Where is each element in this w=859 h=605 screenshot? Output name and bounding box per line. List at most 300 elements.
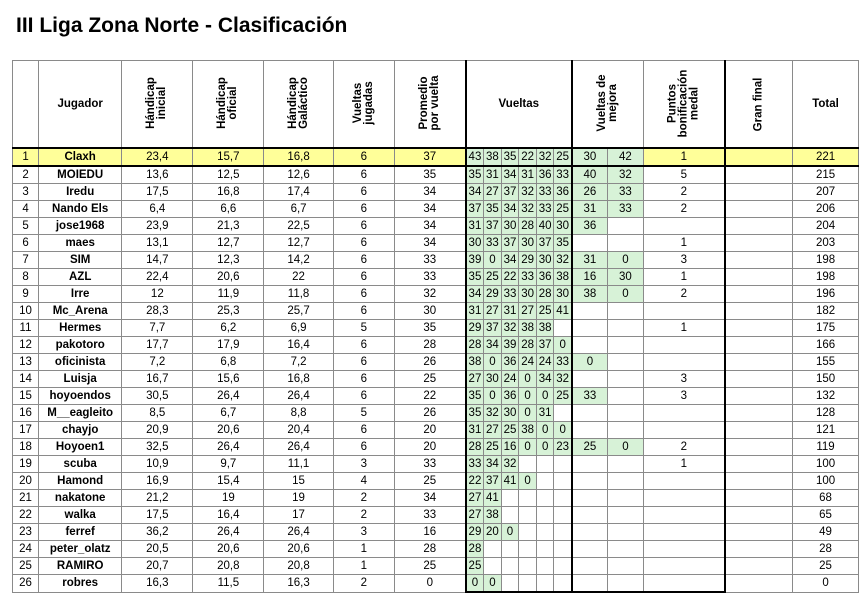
lap-score-cell: 33 bbox=[501, 286, 519, 303]
best-lap-cell bbox=[608, 320, 644, 337]
hcp-galactico-cell: 26,4 bbox=[264, 388, 333, 405]
best-lap-cell: 36 bbox=[572, 218, 608, 235]
lap-score-cell: 29 bbox=[466, 320, 484, 337]
lap-score-cell: 0 bbox=[501, 524, 519, 541]
hcp-inicial-cell: 13,6 bbox=[122, 166, 193, 184]
lap-score-cell bbox=[519, 575, 537, 593]
hcp-galactico-cell: 22 bbox=[264, 269, 333, 286]
lap-score-cell: 24 bbox=[501, 371, 519, 388]
promedio-cell: 0 bbox=[394, 575, 466, 593]
vueltas-jugadas-cell: 6 bbox=[333, 286, 394, 303]
player-name-cell: Hermes bbox=[39, 320, 122, 337]
promedio-cell: 20 bbox=[394, 422, 466, 439]
best-lap-cell: 31 bbox=[572, 201, 608, 218]
bonus-points-cell: 5 bbox=[643, 166, 725, 184]
position-cell: 21 bbox=[13, 490, 39, 507]
hcp-galactico-cell: 25,7 bbox=[264, 303, 333, 320]
hcp-galactico-cell: 26,4 bbox=[264, 439, 333, 456]
lap-score-cell bbox=[536, 558, 554, 575]
lap-score-cell: 0 bbox=[466, 575, 484, 593]
lap-score-cell: 25 bbox=[466, 558, 484, 575]
lap-score-cell: 36 bbox=[501, 388, 519, 405]
position-cell: 6 bbox=[13, 235, 39, 252]
position-cell: 16 bbox=[13, 405, 39, 422]
lap-score-cell: 28 bbox=[536, 286, 554, 303]
best-lap-cell: 31 bbox=[572, 252, 608, 269]
hcp-inicial-cell: 28,3 bbox=[122, 303, 193, 320]
best-lap-cell: 33 bbox=[608, 201, 644, 218]
lap-score-cell: 22 bbox=[466, 473, 484, 490]
gran-final-cell bbox=[725, 201, 793, 218]
best-lap-cell bbox=[608, 575, 644, 593]
position-cell: 17 bbox=[13, 422, 39, 439]
hcp-oficial-cell: 12,3 bbox=[193, 252, 264, 269]
gran-final-cell bbox=[725, 388, 793, 405]
lap-score-cell: 25 bbox=[536, 303, 554, 320]
position-cell: 1 bbox=[13, 148, 39, 166]
lap-score-cell: 29 bbox=[484, 286, 502, 303]
hcp-inicial-cell: 16,9 bbox=[122, 473, 193, 490]
lap-score-cell: 37 bbox=[536, 337, 554, 354]
table-row bbox=[13, 269, 859, 286]
vueltas-jugadas-cell: 6 bbox=[333, 422, 394, 439]
lap-score-cell: 25 bbox=[484, 269, 502, 286]
lap-score-cell: 27 bbox=[466, 507, 484, 524]
lap-score-cell: 34 bbox=[484, 456, 502, 473]
bonus-points-cell: 3 bbox=[643, 252, 725, 269]
lap-score-cell: 31 bbox=[466, 303, 484, 320]
gran-final-cell bbox=[725, 422, 793, 439]
vueltas-jugadas-cell: 6 bbox=[333, 371, 394, 388]
best-lap-cell bbox=[608, 541, 644, 558]
lap-score-cell bbox=[519, 507, 537, 524]
player-name-cell: MOIEDU bbox=[39, 166, 122, 184]
vueltas-jugadas-cell: 3 bbox=[333, 524, 394, 541]
total-cell: 198 bbox=[793, 252, 859, 269]
lap-score-cell bbox=[554, 320, 572, 337]
position-cell: 14 bbox=[13, 371, 39, 388]
gran-final-cell bbox=[725, 337, 793, 354]
best-lap-cell: 30 bbox=[608, 269, 644, 286]
hcp-inicial-cell: 12 bbox=[122, 286, 193, 303]
bonus-points-cell bbox=[643, 354, 725, 371]
bonus-points-cell: 3 bbox=[643, 388, 725, 405]
position-cell: 13 bbox=[13, 354, 39, 371]
lap-score-cell: 0 bbox=[554, 422, 572, 439]
lap-score-cell: 38 bbox=[536, 320, 554, 337]
lap-score-cell: 37 bbox=[501, 184, 519, 201]
lap-score-cell: 29 bbox=[466, 524, 484, 541]
bonus-points-cell: 1 bbox=[643, 148, 725, 166]
lap-score-cell: 34 bbox=[501, 252, 519, 269]
lap-score-cell: 33 bbox=[466, 456, 484, 473]
hcp-galactico-cell: 16,3 bbox=[264, 575, 333, 593]
gran-final-cell bbox=[725, 166, 793, 184]
hcp-oficial-cell: 26,4 bbox=[193, 524, 264, 541]
vueltas-jugadas-cell: 5 bbox=[333, 320, 394, 337]
hcp-galactico-cell: 16,4 bbox=[264, 337, 333, 354]
hcp-oficial-cell: 6,7 bbox=[193, 405, 264, 422]
bonus-points-cell bbox=[643, 303, 725, 320]
gran-final-cell bbox=[725, 473, 793, 490]
lap-score-cell: 35 bbox=[501, 148, 519, 166]
lap-score-cell: 28 bbox=[466, 337, 484, 354]
bonus-points-cell bbox=[643, 541, 725, 558]
header-hcp-oficial: Hándicap oficial bbox=[193, 61, 264, 149]
header-vueltas: Vueltas bbox=[466, 61, 572, 149]
lap-score-cell: 25 bbox=[484, 439, 502, 456]
lap-score-cell bbox=[536, 473, 554, 490]
lap-score-cell: 29 bbox=[519, 252, 537, 269]
lap-score-cell: 0 bbox=[554, 337, 572, 354]
position-cell: 25 bbox=[13, 558, 39, 575]
promedio-cell: 34 bbox=[394, 235, 466, 252]
header-vueltas-jugadas: Vueltas jugadas bbox=[333, 61, 394, 149]
lap-score-cell: 24 bbox=[519, 354, 537, 371]
lap-score-cell: 22 bbox=[501, 269, 519, 286]
lap-score-cell: 25 bbox=[501, 422, 519, 439]
lap-score-cell: 25 bbox=[554, 388, 572, 405]
player-name-cell: Claxh bbox=[39, 148, 122, 166]
total-cell: 25 bbox=[793, 558, 859, 575]
lap-score-cell bbox=[519, 541, 537, 558]
gran-final-cell bbox=[725, 439, 793, 456]
position-cell: 26 bbox=[13, 575, 39, 593]
lap-score-cell: 37 bbox=[484, 218, 502, 235]
player-name-cell: maes bbox=[39, 235, 122, 252]
total-cell: 166 bbox=[793, 337, 859, 354]
best-lap-cell bbox=[572, 575, 608, 593]
best-lap-cell bbox=[608, 388, 644, 405]
best-lap-cell: 33 bbox=[608, 184, 644, 201]
position-cell: 22 bbox=[13, 507, 39, 524]
total-cell: 203 bbox=[793, 235, 859, 252]
player-name-cell: walka bbox=[39, 507, 122, 524]
promedio-cell: 20 bbox=[394, 439, 466, 456]
lap-score-cell: 0 bbox=[484, 388, 502, 405]
hcp-galactico-cell: 16,8 bbox=[264, 371, 333, 388]
lap-score-cell: 30 bbox=[554, 218, 572, 235]
lap-score-cell: 31 bbox=[484, 166, 502, 184]
gran-final-cell bbox=[725, 148, 793, 166]
total-cell: 28 bbox=[793, 541, 859, 558]
hcp-galactico-cell: 11,1 bbox=[264, 456, 333, 473]
lap-score-cell: 39 bbox=[466, 252, 484, 269]
lap-score-cell: 0 bbox=[484, 575, 502, 593]
bonus-points-cell: 2 bbox=[643, 201, 725, 218]
hcp-oficial-cell: 12,5 bbox=[193, 166, 264, 184]
table-row bbox=[13, 524, 859, 541]
best-lap-cell: 16 bbox=[572, 269, 608, 286]
promedio-cell: 35 bbox=[394, 166, 466, 184]
lap-score-cell: 24 bbox=[536, 354, 554, 371]
hcp-oficial-cell: 15,6 bbox=[193, 371, 264, 388]
hcp-oficial-cell: 15,7 bbox=[193, 148, 264, 166]
lap-score-cell: 38 bbox=[519, 422, 537, 439]
hcp-galactico-cell: 26,4 bbox=[264, 524, 333, 541]
best-lap-cell: 38 bbox=[572, 286, 608, 303]
table-row bbox=[13, 184, 859, 201]
hcp-inicial-cell: 16,3 bbox=[122, 575, 193, 593]
hcp-inicial-cell: 32,5 bbox=[122, 439, 193, 456]
vueltas-jugadas-cell: 6 bbox=[333, 166, 394, 184]
promedio-cell: 25 bbox=[394, 473, 466, 490]
gran-final-cell bbox=[725, 286, 793, 303]
best-lap-cell: 30 bbox=[572, 148, 608, 166]
standings-table bbox=[12, 60, 859, 593]
lap-score-cell: 31 bbox=[519, 166, 537, 184]
lap-score-cell: 35 bbox=[466, 405, 484, 422]
lap-score-cell bbox=[554, 541, 572, 558]
bonus-points-cell: 1 bbox=[643, 320, 725, 337]
lap-score-cell: 0 bbox=[536, 439, 554, 456]
table-row bbox=[13, 148, 859, 166]
lap-score-cell: 34 bbox=[501, 201, 519, 218]
player-name-cell: ferref bbox=[39, 524, 122, 541]
hcp-oficial-cell: 6,8 bbox=[193, 354, 264, 371]
promedio-cell: 34 bbox=[394, 184, 466, 201]
vueltas-jugadas-cell: 2 bbox=[333, 507, 394, 524]
lap-score-cell: 31 bbox=[466, 422, 484, 439]
best-lap-cell bbox=[608, 371, 644, 388]
lap-score-cell bbox=[484, 558, 502, 575]
lap-score-cell bbox=[501, 575, 519, 593]
total-cell: 175 bbox=[793, 320, 859, 337]
promedio-cell: 33 bbox=[394, 269, 466, 286]
lap-score-cell: 37 bbox=[501, 235, 519, 252]
lap-score-cell: 32 bbox=[501, 320, 519, 337]
vueltas-jugadas-cell: 5 bbox=[333, 405, 394, 422]
best-lap-cell bbox=[608, 337, 644, 354]
best-lap-cell: 25 bbox=[572, 439, 608, 456]
gran-final-cell bbox=[725, 218, 793, 235]
lap-score-cell: 37 bbox=[484, 320, 502, 337]
bonus-points-cell bbox=[643, 575, 725, 593]
lap-score-cell: 31 bbox=[501, 303, 519, 320]
position-cell: 19 bbox=[13, 456, 39, 473]
lap-score-cell: 27 bbox=[484, 422, 502, 439]
promedio-cell: 16 bbox=[394, 524, 466, 541]
promedio-cell: 25 bbox=[394, 371, 466, 388]
best-lap-cell bbox=[608, 218, 644, 235]
lap-score-cell: 38 bbox=[484, 148, 502, 166]
best-lap-cell: 0 bbox=[608, 439, 644, 456]
hcp-inicial-cell: 20,7 bbox=[122, 558, 193, 575]
lap-score-cell bbox=[554, 456, 572, 473]
hcp-oficial-cell: 16,8 bbox=[193, 184, 264, 201]
lap-score-cell: 39 bbox=[501, 337, 519, 354]
gran-final-cell bbox=[725, 558, 793, 575]
position-cell: 18 bbox=[13, 439, 39, 456]
header-puntos-bonificacion: Puntos bonificación medal bbox=[643, 61, 725, 149]
promedio-cell: 34 bbox=[394, 490, 466, 507]
promedio-cell: 28 bbox=[394, 337, 466, 354]
lap-score-cell: 34 bbox=[536, 371, 554, 388]
lap-score-cell: 38 bbox=[554, 269, 572, 286]
table-row bbox=[13, 422, 859, 439]
best-lap-cell bbox=[572, 235, 608, 252]
bonus-points-cell bbox=[643, 218, 725, 235]
hcp-oficial-cell: 17,9 bbox=[193, 337, 264, 354]
hcp-oficial-cell: 20,6 bbox=[193, 541, 264, 558]
player-name-cell: jose1968 bbox=[39, 218, 122, 235]
lap-score-cell: 34 bbox=[466, 286, 484, 303]
table-row bbox=[13, 354, 859, 371]
lap-score-cell: 33 bbox=[484, 235, 502, 252]
lap-score-cell: 20 bbox=[484, 524, 502, 541]
lap-score-cell: 0 bbox=[536, 422, 554, 439]
vueltas-jugadas-cell: 6 bbox=[333, 354, 394, 371]
table-row bbox=[13, 371, 859, 388]
hcp-galactico-cell: 20,8 bbox=[264, 558, 333, 575]
vueltas-jugadas-cell: 6 bbox=[333, 439, 394, 456]
best-lap-cell: 32 bbox=[608, 166, 644, 184]
gran-final-cell bbox=[725, 269, 793, 286]
lap-score-cell bbox=[519, 490, 537, 507]
hcp-inicial-cell: 10,9 bbox=[122, 456, 193, 473]
bonus-points-cell: 1 bbox=[643, 269, 725, 286]
hcp-oficial-cell: 16,4 bbox=[193, 507, 264, 524]
table-row bbox=[13, 405, 859, 422]
gran-final-cell bbox=[725, 507, 793, 524]
vueltas-jugadas-cell: 6 bbox=[333, 184, 394, 201]
hcp-oficial-cell: 9,7 bbox=[193, 456, 264, 473]
best-lap-cell bbox=[608, 456, 644, 473]
header-gran-final: Gran final bbox=[725, 61, 793, 149]
lap-score-cell bbox=[519, 558, 537, 575]
lap-score-cell: 0 bbox=[519, 439, 537, 456]
best-lap-cell bbox=[608, 473, 644, 490]
lap-score-cell: 28 bbox=[466, 541, 484, 558]
promedio-cell: 37 bbox=[394, 148, 466, 166]
table-row bbox=[13, 388, 859, 405]
promedio-cell: 34 bbox=[394, 201, 466, 218]
best-lap-cell: 0 bbox=[572, 354, 608, 371]
total-cell: 196 bbox=[793, 286, 859, 303]
hcp-inicial-cell: 36,2 bbox=[122, 524, 193, 541]
gran-final-cell bbox=[725, 371, 793, 388]
lap-score-cell bbox=[501, 507, 519, 524]
position-cell: 15 bbox=[13, 388, 39, 405]
best-lap-cell bbox=[572, 558, 608, 575]
hcp-inicial-cell: 22,4 bbox=[122, 269, 193, 286]
player-name-cell: scuba bbox=[39, 456, 122, 473]
bonus-points-cell bbox=[643, 337, 725, 354]
lap-score-cell: 36 bbox=[501, 354, 519, 371]
position-cell: 11 bbox=[13, 320, 39, 337]
lap-score-cell: 33 bbox=[536, 184, 554, 201]
lap-score-cell bbox=[554, 473, 572, 490]
lap-score-cell: 32 bbox=[554, 252, 572, 269]
best-lap-cell bbox=[572, 320, 608, 337]
hcp-inicial-cell: 16,7 bbox=[122, 371, 193, 388]
hcp-oficial-cell: 21,3 bbox=[193, 218, 264, 235]
table-row bbox=[13, 303, 859, 320]
total-cell: 150 bbox=[793, 371, 859, 388]
player-name-cell: AZL bbox=[39, 269, 122, 286]
player-name-cell: Luisja bbox=[39, 371, 122, 388]
position-cell: 12 bbox=[13, 337, 39, 354]
best-lap-cell bbox=[572, 371, 608, 388]
lap-score-cell: 34 bbox=[466, 184, 484, 201]
promedio-cell: 33 bbox=[394, 507, 466, 524]
hcp-inicial-cell: 20,5 bbox=[122, 541, 193, 558]
bonus-points-cell bbox=[643, 524, 725, 541]
hcp-galactico-cell: 6,7 bbox=[264, 201, 333, 218]
best-lap-cell bbox=[572, 524, 608, 541]
hcp-oficial-cell: 12,7 bbox=[193, 235, 264, 252]
gran-final-cell bbox=[725, 575, 793, 593]
hcp-oficial-cell: 26,4 bbox=[193, 439, 264, 456]
hcp-oficial-cell: 20,6 bbox=[193, 422, 264, 439]
gran-final-cell bbox=[725, 490, 793, 507]
total-cell: 119 bbox=[793, 439, 859, 456]
best-lap-cell: 26 bbox=[572, 184, 608, 201]
table-row bbox=[13, 337, 859, 354]
table-row bbox=[13, 490, 859, 507]
best-lap-cell bbox=[608, 507, 644, 524]
hcp-galactico-cell: 19 bbox=[264, 490, 333, 507]
total-cell: 0 bbox=[793, 575, 859, 593]
header-jugador: Jugador bbox=[39, 61, 122, 149]
lap-score-cell: 0 bbox=[484, 252, 502, 269]
best-lap-cell: 0 bbox=[608, 252, 644, 269]
hcp-oficial-cell: 6,2 bbox=[193, 320, 264, 337]
best-lap-cell bbox=[572, 303, 608, 320]
header-pos bbox=[13, 61, 39, 149]
best-lap-cell bbox=[572, 541, 608, 558]
player-name-cell: chayjo bbox=[39, 422, 122, 439]
promedio-cell: 30 bbox=[394, 303, 466, 320]
vueltas-jugadas-cell: 3 bbox=[333, 456, 394, 473]
gran-final-cell bbox=[725, 252, 793, 269]
total-cell: 121 bbox=[793, 422, 859, 439]
position-cell: 2 bbox=[13, 166, 39, 184]
total-cell: 132 bbox=[793, 388, 859, 405]
table-row bbox=[13, 201, 859, 218]
lap-score-cell: 30 bbox=[501, 218, 519, 235]
lap-score-cell: 32 bbox=[519, 201, 537, 218]
gran-final-cell bbox=[725, 320, 793, 337]
bonus-points-cell: 3 bbox=[643, 371, 725, 388]
lap-score-cell: 31 bbox=[536, 405, 554, 422]
table-row bbox=[13, 541, 859, 558]
lap-score-cell: 30 bbox=[554, 286, 572, 303]
hcp-oficial-cell: 15,4 bbox=[193, 473, 264, 490]
lap-score-cell: 33 bbox=[519, 269, 537, 286]
vueltas-jugadas-cell: 4 bbox=[333, 473, 394, 490]
lap-score-cell: 35 bbox=[484, 201, 502, 218]
player-name-cell: robres bbox=[39, 575, 122, 593]
hcp-galactico-cell: 17 bbox=[264, 507, 333, 524]
best-lap-cell bbox=[572, 337, 608, 354]
promedio-cell: 22 bbox=[394, 388, 466, 405]
promedio-cell: 35 bbox=[394, 320, 466, 337]
hcp-inicial-cell: 23,4 bbox=[122, 148, 193, 166]
lap-score-cell bbox=[536, 541, 554, 558]
lap-score-cell: 0 bbox=[519, 473, 537, 490]
lap-score-cell: 30 bbox=[466, 235, 484, 252]
table-row bbox=[13, 456, 859, 473]
lap-score-cell: 27 bbox=[466, 371, 484, 388]
lap-score-cell bbox=[536, 524, 554, 541]
lap-score-cell: 37 bbox=[466, 201, 484, 218]
total-cell: 155 bbox=[793, 354, 859, 371]
best-lap-cell: 0 bbox=[608, 286, 644, 303]
total-cell: 68 bbox=[793, 490, 859, 507]
lap-score-cell: 25 bbox=[554, 148, 572, 166]
vueltas-jugadas-cell: 6 bbox=[333, 388, 394, 405]
